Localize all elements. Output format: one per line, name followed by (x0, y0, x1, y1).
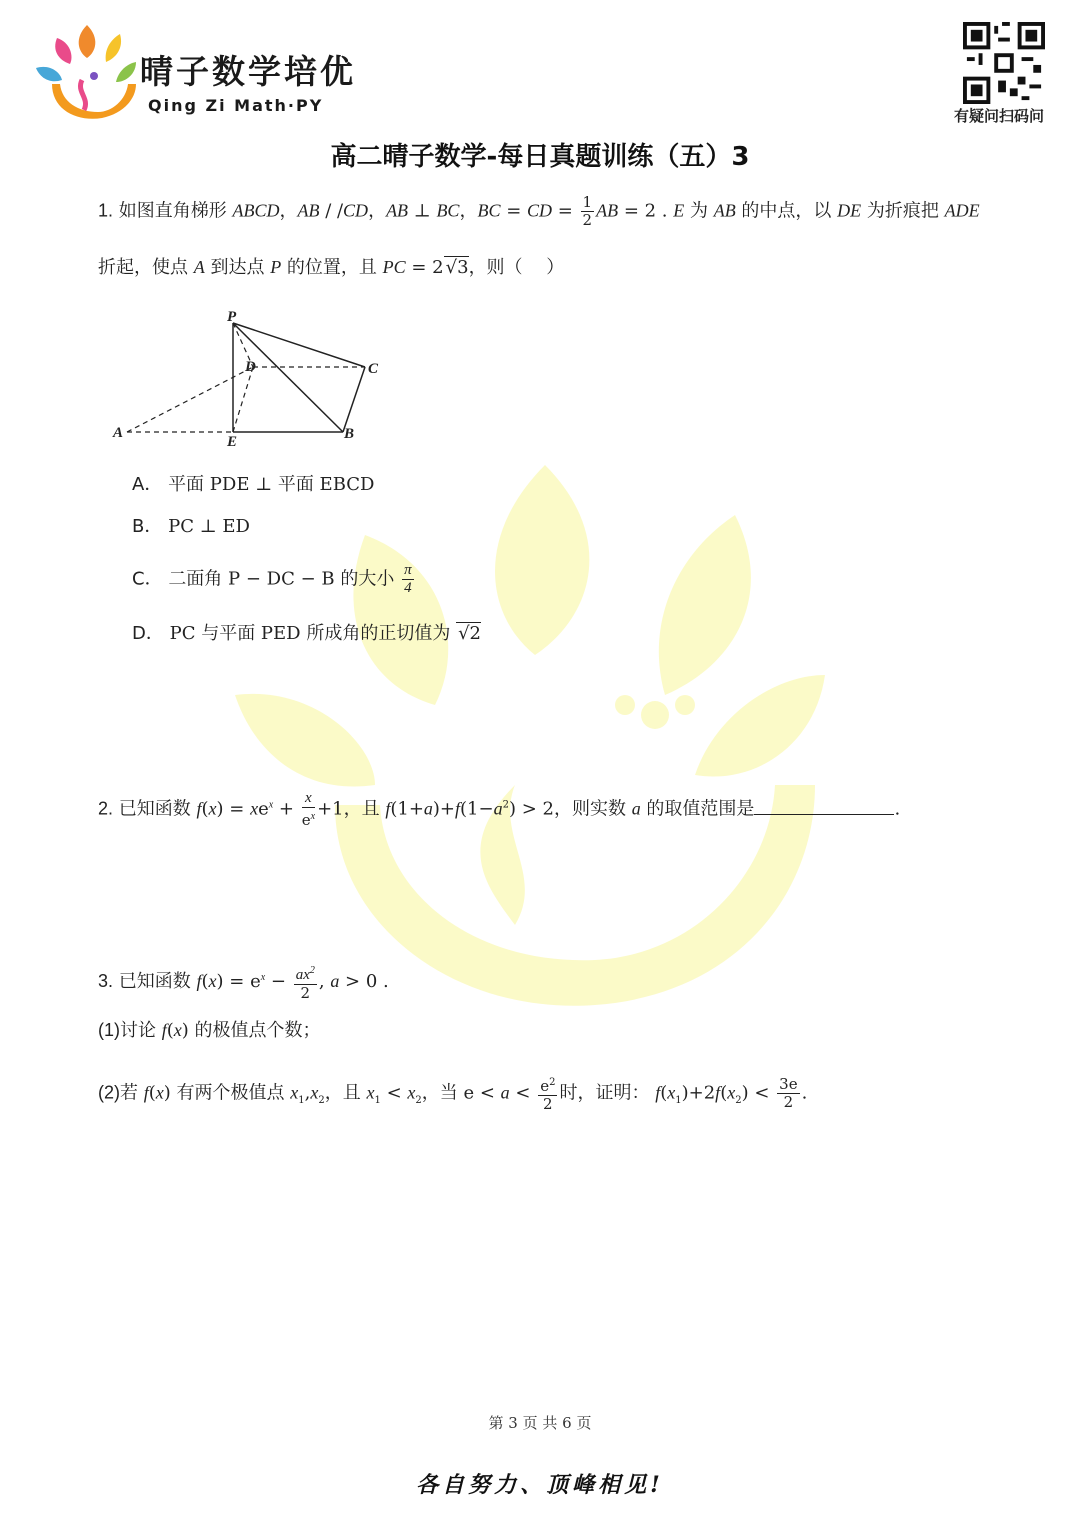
fraction-one-half: $\frac{1}{2}$ (582, 193, 593, 229)
option-d-text: PC 与平面 PED 所成角的正切值为 (169, 623, 451, 644)
figure-label-b: B (344, 426, 355, 442)
option-d-letter: D． (132, 623, 164, 644)
question-3-number: 3. (98, 971, 114, 991)
question-3-stem: 3. 已知函数 $f(x) = e^x$ − $\frac{ax^2}{2}$ , a > 0 . (98, 962, 389, 1002)
option-a[interactable] (132, 472, 374, 498)
option-b[interactable] (132, 514, 250, 540)
option-c-text: 二面角 P − DC − B 的大小 (168, 568, 395, 590)
option-d[interactable]: D． PC 与平面 PED 所成角的正切值为 √2 (132, 623, 481, 644)
watermark-logo (215, 455, 855, 1015)
brand-logo (32, 20, 142, 125)
question-2-number: 2. (98, 798, 114, 819)
figure-label-d: D (245, 359, 256, 375)
page-title: 高二晴子数学-每日真题训练（五）3 (330, 142, 750, 172)
brand-subtitle: Qing Zi Math·PY (148, 96, 324, 115)
question-2: 2. 已知函数 $f(x) = xe^x$ + $\frac{x}{e^x}$ +1，且 $f(1+a)+f(1-a^2) > 2$，则实数 a 的取值范围是 . (98, 790, 901, 829)
qr-caption: 有疑问扫码问 (954, 107, 1045, 125)
question-3-part-1: (1)讨论 f(x) 的极值点个数； (98, 1020, 321, 1041)
figure-label-a: A (113, 425, 124, 441)
option-c-letter: C． (132, 568, 163, 590)
question-1-number: 1. (98, 200, 114, 221)
figure-label-p: P (227, 309, 237, 325)
answer-blank[interactable] (754, 796, 894, 815)
brand-name: 晴子数学培优 (140, 52, 356, 91)
option-c[interactable] (132, 562, 416, 597)
question-1-line-1: 1. 如图直角梯形 ABCD，AB / /CD，AB ⊥ BC，BC = CD = $\frac{1}{2}$ AB = 2 . E 为 AB 的中点，以 DE 为折痕把 ADE (98, 193, 980, 229)
fraction-pi-over-4: $\frac{\pi}{4}$ (404, 562, 412, 596)
geometry-figure (105, 305, 395, 455)
option-b-text: PC ⊥ ED (168, 516, 250, 537)
figure-label-c: C (368, 361, 379, 377)
footer-slogan: 各自努力、顶峰相见! (416, 1472, 664, 1498)
question-3-part-2: (2)若 f(x) 有两个极值点 $x_1,x_2$，且 $x_1 < x_2$，当 e < a < $\frac{e^2}{2}$ 时，证明： $f(x_1)+2f(x_2)$ < $\frac{3e}{2}$ . (98, 1075, 808, 1113)
figure-label-e: E (227, 434, 238, 450)
page-number: 第 3 页 共 6 页 (488, 1414, 592, 1432)
question-1-line-2: 折起，使点 A 到达点 P 的位置，且 PC = 2 √3，则（ ） (98, 257, 565, 278)
option-a-letter: A． (132, 474, 163, 495)
option-b-letter: B． (132, 516, 163, 537)
option-a-text: 平面 PDE ⊥ 平面 EBCD (168, 474, 375, 495)
qr-code-icon[interactable] (962, 22, 1046, 104)
